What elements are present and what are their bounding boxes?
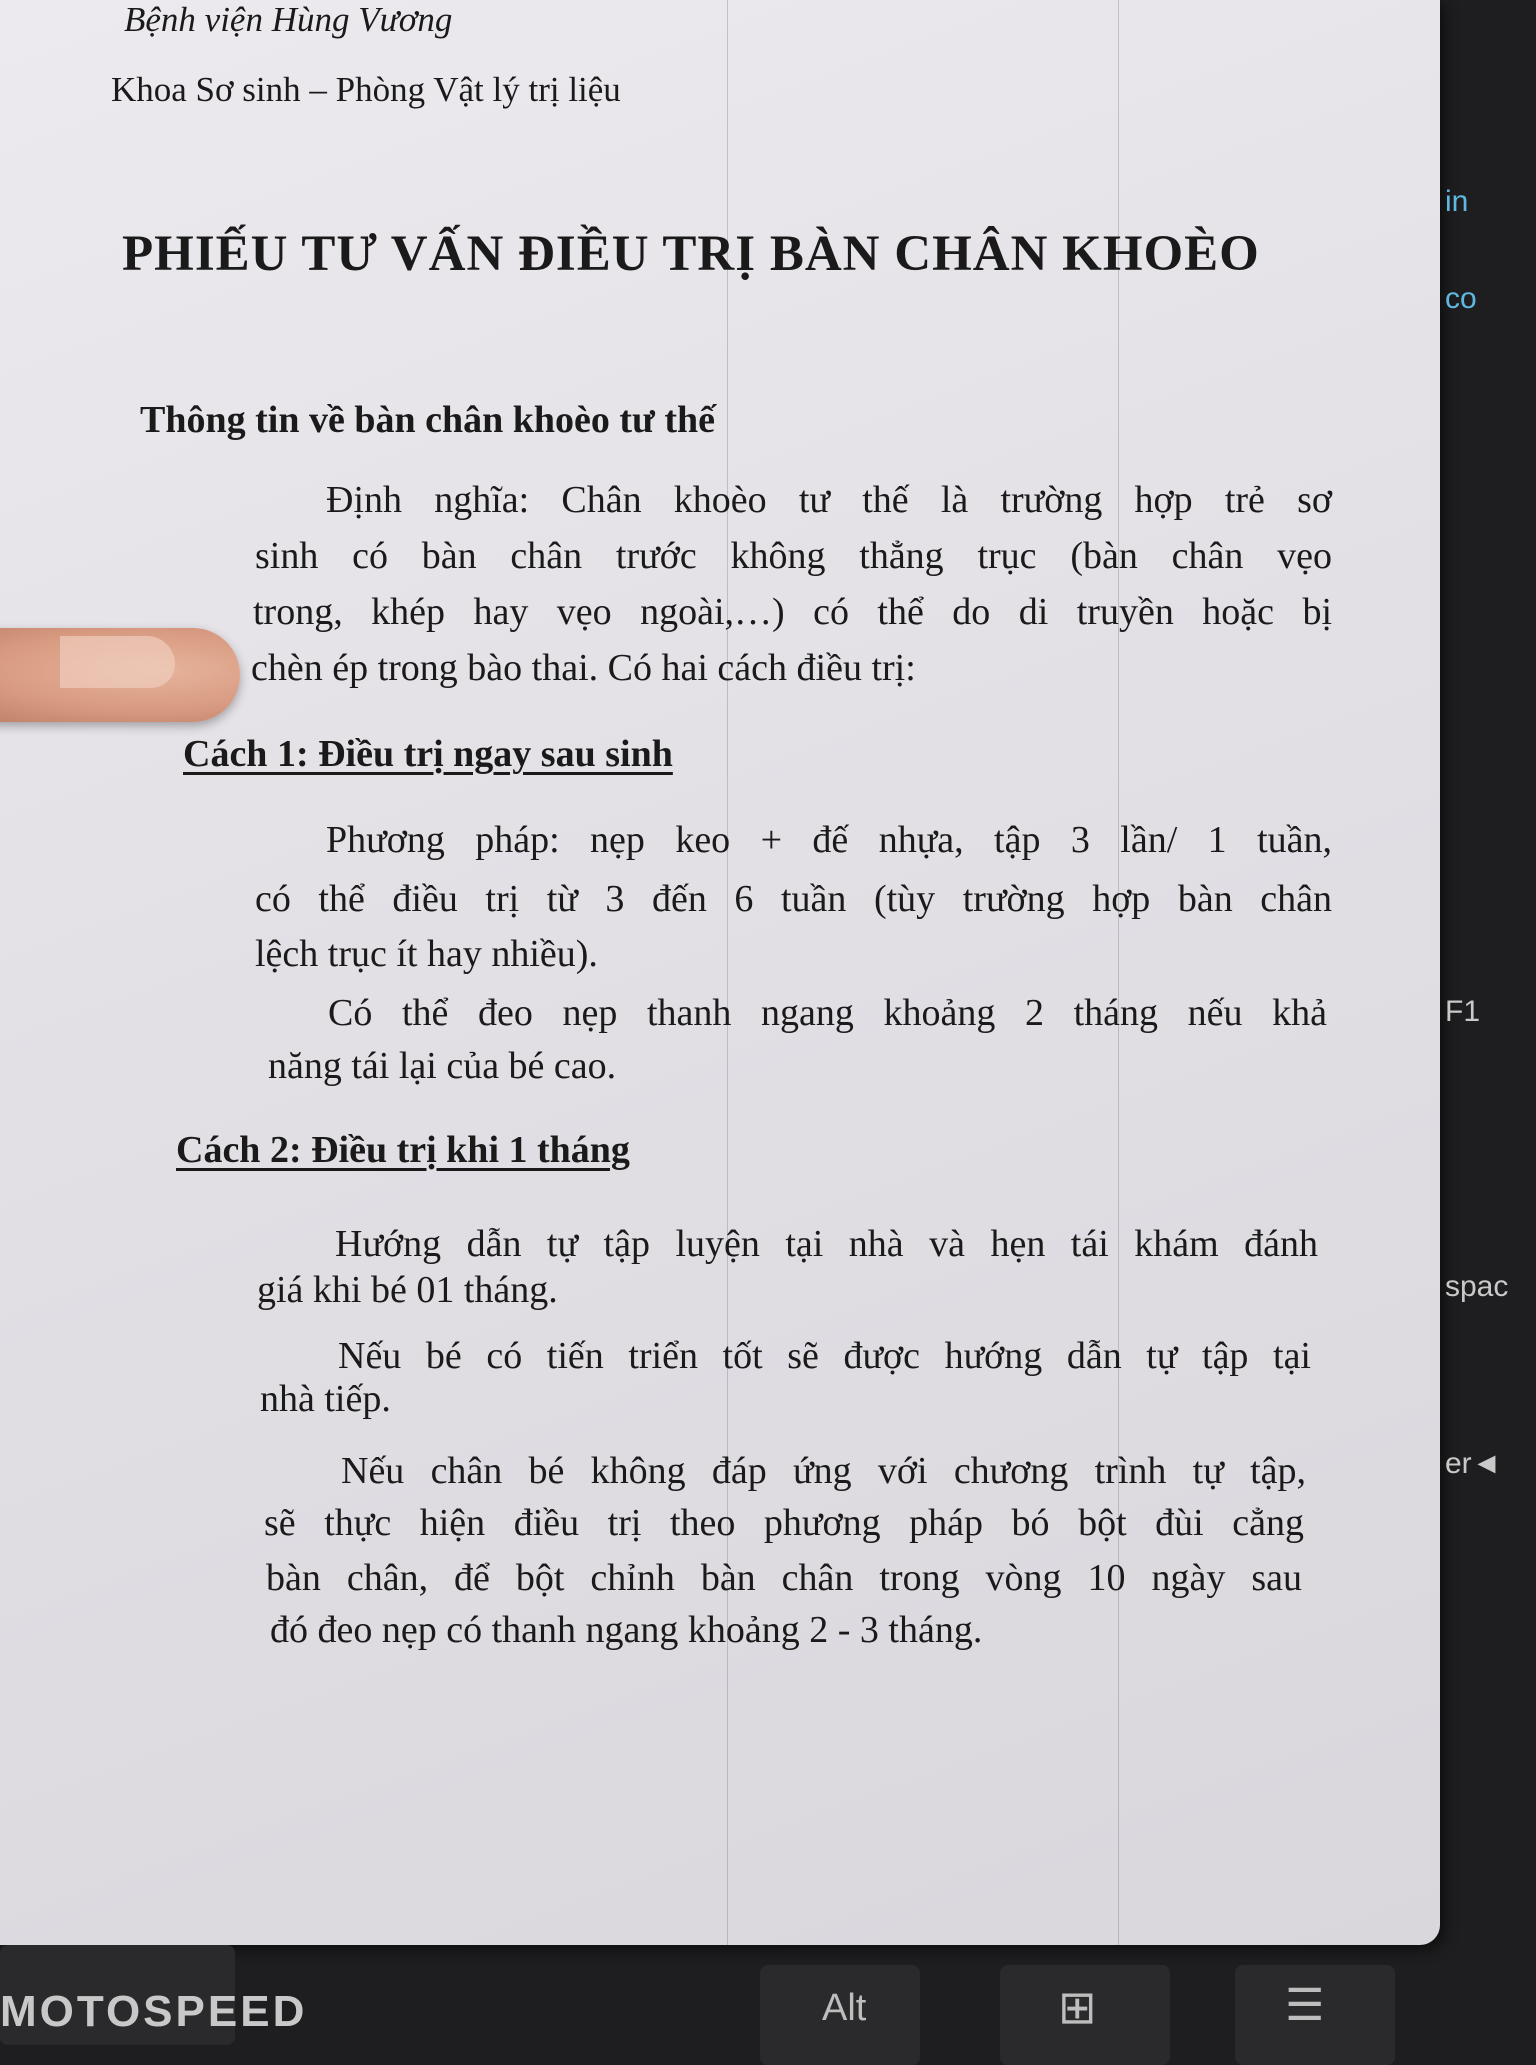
method2-line: nhà tiếp. — [260, 1378, 391, 1420]
method2-line: giá khi bé 01 tháng. — [257, 1269, 558, 1311]
key-label-space: spac — [1445, 1270, 1509, 1303]
method1-heading: Cách 1: Điều trị ngay sau sinh — [183, 733, 673, 775]
hospital-name: Bệnh viện Hùng Vương — [124, 0, 453, 39]
method2-line: đó đeo nẹp có thanh ngang khoảng 2 - 3 tháng. — [270, 1609, 983, 1651]
method2-line: bàn chân, để bột chỉnh bàn chân trong vòng 10 ngày sau — [266, 1557, 1302, 1599]
document-title: PHIẾU TƯ VẤN ĐIỀU TRỊ BÀN CHÂN KHOÈO — [122, 226, 1260, 282]
method1-line: Phương pháp: nẹp keo + đế nhựa, tập 3 lần/ 1 tuần, — [326, 819, 1332, 861]
info-line: trong, khép hay vẹo ngoài,…) có thể do di truyền hoặc bị — [253, 591, 1332, 633]
key-label-enter: er◄ — [1445, 1447, 1502, 1480]
key-label-f1: F1 — [1445, 995, 1481, 1028]
method1-line: năng tái lại của bé cao. — [268, 1045, 617, 1087]
windows-key[interactable] — [1000, 1965, 1170, 2065]
alt-key[interactable] — [760, 1965, 920, 2065]
method1-line: có thể điều trị từ 3 đến 6 tuần (tùy trường hợp bàn chân — [255, 878, 1332, 920]
department-name: Khoa Sơ sinh – Phòng Vật lý trị liệu — [111, 70, 621, 109]
method2-line: Nếu chân bé không đáp ứng với chương trình tự tập, — [341, 1450, 1306, 1492]
sticker-text: in — [1445, 185, 1469, 218]
info-line: sinh có bàn chân trước không thẳng trục (bàn chân vẹo — [255, 535, 1332, 577]
method1-line: Có thể đeo nẹp thanh ngang khoảng 2 tháng nếu khả — [328, 992, 1327, 1034]
keyboard-brand-logo: MOTOSPEED — [0, 1987, 308, 2036]
alt-key-label: Alt — [822, 1987, 867, 2029]
info-line: chèn ép trong bào thai. Có hai cách điều trị: — [251, 647, 916, 689]
menu-key[interactable] — [1235, 1965, 1395, 2065]
method2-line: Hướng dẫn tự tập luyện tại nhà và hẹn tái khám đánh — [335, 1223, 1318, 1265]
thumbnail — [60, 636, 175, 688]
menu-icon: ☰ — [1285, 1981, 1325, 2030]
sticker-text: co — [1445, 282, 1477, 315]
info-line: Định nghĩa: Chân khoèo tư thế là trường hợp trẻ sơ — [326, 479, 1332, 521]
windows-icon: ⊞ — [1058, 1981, 1097, 2033]
method2-line: Nếu bé có tiến triển tốt sẽ được hướng dẫn tự tập tại — [338, 1335, 1311, 1377]
method2-line: sẽ thực hiện điều trị theo phương pháp bó bột đùi cẳng — [264, 1502, 1304, 1544]
method1-line: lệch trục ít hay nhiều). — [255, 933, 598, 975]
thumb-finger — [0, 628, 240, 722]
keyboard — [0, 1945, 1536, 2048]
section-info-heading: Thông tin về bàn chân khoèo tư thế — [140, 399, 715, 441]
method2-heading: Cách 2: Điều trị khi 1 tháng — [176, 1129, 630, 1171]
